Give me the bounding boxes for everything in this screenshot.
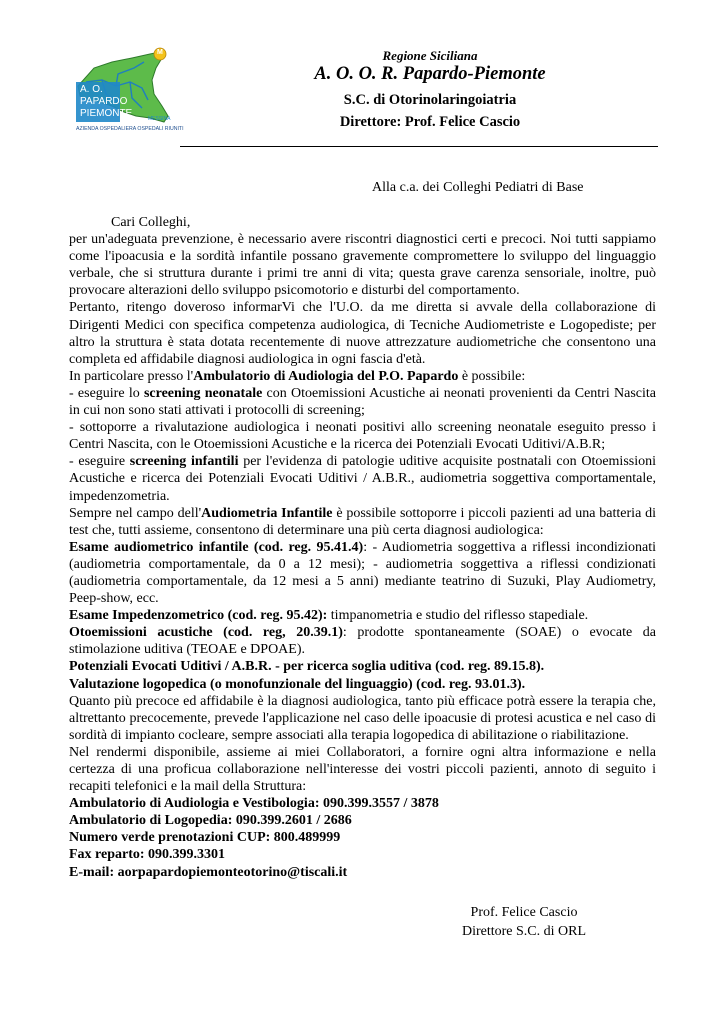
paragraph-intro: per un'adeguata prevenzione, è necessario avere riscontri diagnostici certi e precoci. Noi tutti sappiamo come l'ipoacusia e la sordità infantile possano gravemente compromettere lo sviluppo del linguaggio verbale, che si struttura durante i primi tre anni di vita; questa grave carenza sensoriale, inoltre, può provocare alterazioni dello sviluppo psicomotorio e disturbi del comportamento. — [69, 232, 656, 299]
text-bold: Audiometria Infantile — [201, 505, 333, 521]
signature-title: Direttore S.C. di ORL — [461, 924, 587, 939]
logo-side: MESSINA — [148, 116, 171, 122]
logo-line3: PIEMONTE — [80, 108, 133, 119]
header-region: Regione Siciliana — [382, 48, 478, 63]
text-bold: Esame audiometrico infantile (cod. reg. 95.41.4) — [69, 539, 364, 555]
text-bold: Ambulatorio di Audiologia del P.O. Papardo — [193, 368, 459, 384]
paragraph-staff: Pertanto, ritengo doveroso informarVi che l'U.O. da me diretta si avvale della collaborazione di Dirigenti Medici con specifica competenza audiologica, di Tecniche Audiometriste e Logopediste; per altro la struttura è stata dotata recentemente di nuove attrezzature audiometriche che consentono una completa ed affidabile diagnosi audiologica in ogni fascia d'età. — [69, 300, 656, 367]
contact-speech-therapy — [69, 812, 656, 829]
paragraph-therapy: Quanto più precoce ed affidabile è la diagnosi audiologica, tanto più efficace potrà essere la terapia che, altrettanto precocemente, prevede l'applicazione nel caso delle ipoacusie di protesi acustica e nel caso di sordità di impianto cocleare, sempre associati alla terapia logopedica di abilitazione o riabilitazione. — [69, 693, 656, 743]
text-bold: Fax reparto: 090.399.3301 — [69, 847, 226, 863]
text-bold: E-mail: aorpapardopiemonteotorino@tiscali.it — [69, 864, 348, 880]
text-span: per l'evidenza di patologie uditive acquisite postnatali con Otoemissioni Acustiche e ricerca dei Potenziali Evocati Uditivi / A.B.R., audiometria soggettiva comportamentale, impedenzometria. — [69, 454, 656, 504]
signature-name: Prof. Felice Cascio — [470, 905, 578, 920]
text-bold: Potenziali Evocati Uditivi / A.B.R. - per ricerca soglia uditiva (cod. reg. 89.15.8). — [69, 659, 545, 675]
logo-badge: M — [157, 49, 163, 56]
text-span: con Otoemissioni Acustiche ai neonati provenienti da Centri Nascita in cui non sono stati attivati i protocolli di screening; — [69, 385, 656, 419]
addressee: Alla c.a. dei Colleghi Pediatri di Base — [372, 180, 584, 195]
contact-fax — [69, 846, 656, 863]
exam-otoemissions — [69, 624, 656, 658]
text-bold: Numero verde prenotazioni CUP: 800.489999 — [69, 830, 341, 846]
text-span: timpanometria e studio del riflesso stapediale. — [327, 608, 589, 624]
contact-email — [69, 864, 656, 881]
text-span: In particolare presso l' — [69, 368, 194, 384]
bullet-infant-screening — [69, 453, 656, 504]
text-bold: Esame Impedenzometrico (cod. reg. 95.42): — [69, 608, 328, 624]
text-bold: Otoemissioni acustiche (cod. reg, 20.39.1) — [69, 625, 343, 641]
text-span: è possibile sottoporre i piccoli pazienti ad una batteria di test che, tutti assieme, consentono di determinare una più certa diagnosi audiologica: — [69, 505, 656, 538]
text-bold: Ambulatorio di Audiologia e Vestibologia: 090.399.3557 / 3878 — [69, 796, 439, 812]
bullet-neonatal-screening — [69, 385, 656, 419]
hospital-logo — [72, 46, 184, 142]
letter-body — [69, 214, 656, 881]
text-span: : - Audiometria soggettiva a riflessi incondizionati (audiometria comportamentale, da 0 a 12 mesi); - audiometria soggettiva a riflessi condizionati (audiometria comportamentale, da 12 mesi a 5 anni) mediante teatrino di Suzuki, Play Audiometry, Peep-show, ecc. — [69, 539, 656, 607]
salutation: Cari Colleghi, — [111, 215, 191, 230]
exam-evoked-potentials — [69, 658, 656, 675]
logo-line1: A. O. — [80, 84, 103, 95]
text-bold: screening neonatale — [143, 385, 263, 401]
text-span: - eseguire — [69, 454, 130, 470]
text-bold: screening infantili — [129, 454, 239, 470]
header-department: S.C. di Otorinolaringoiatria — [343, 92, 517, 108]
text-bold: Valutazione logopedica (o monofunzionale del linguaggio) (cod. reg. 93.01.3). — [69, 676, 526, 692]
text-span: : prodotte spontaneamente (SOAE) o evocate da stimolazione uditiva (TEOAE e DPOAE). — [69, 625, 657, 658]
contact-audiology — [69, 795, 656, 812]
contact-cup — [69, 829, 656, 846]
signature-block — [456, 903, 592, 941]
bullet-reevaluation: - sottoporre a rivalutazione audiologica i neonati positivi allo screening neonatale eseguito presso i Centri Nascita, con le Otoemissioni Acustiche e la ricerca dei Potenziali Evocati Uditivi/A.B.R; — [69, 420, 656, 453]
exam-speech-evaluation — [69, 676, 656, 693]
exam-audiometric — [69, 539, 656, 607]
text-bold: Ambulatorio di Logopedia: 090.399.2601 / 2686 — [69, 813, 352, 829]
exam-impedance — [69, 607, 656, 624]
header-divider — [180, 146, 658, 147]
header-director: Direttore: Prof. Felice Cascio — [339, 114, 521, 130]
paragraph-infant-audiometry — [69, 505, 656, 539]
text-span: è possibile: — [458, 368, 526, 384]
header-hospital-name: A. O. O. R. Papardo-Piemonte — [314, 64, 546, 84]
paragraph-contacts-intro: Nel rendermi disponibile, assieme ai miei Collaboratori, a fornire ogni altra informazione e nella certezza di una proficua collaborazione nell'interesse dei vostri piccoli pazienti, annoto di seguito i recapiti telefonici e la mail della Struttura: — [69, 744, 656, 795]
text-span: Sempre nel campo dell' — [69, 505, 202, 521]
logo-line2: PAPARDO — [80, 96, 128, 107]
logo-bottom: AZIENDA OSPEDALIERA OSPEDALI RIUNITI — [76, 126, 184, 132]
text-span: - eseguire lo — [69, 385, 144, 401]
paragraph-services-intro — [69, 368, 656, 385]
